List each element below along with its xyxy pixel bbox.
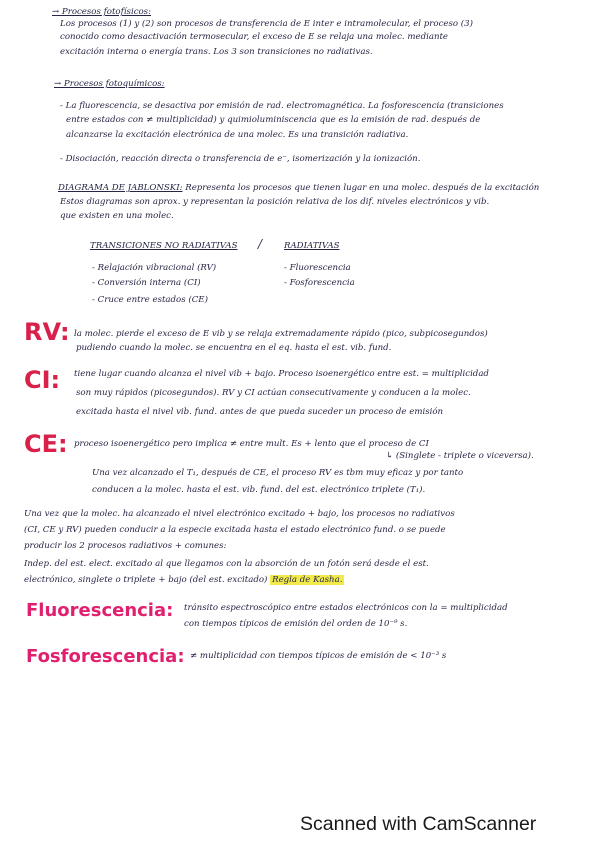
text-line: tránsito espectroscópico entre estados electrónicos con la = multiplicidad	[184, 603, 508, 613]
text-line: ≠ multiplicidad con tiempos típicos de emisión de < 10⁻³ s	[190, 651, 447, 661]
kasha-line	[24, 574, 344, 586]
text-line: pudiendo cuando la molec. se encuentra en el eq. hasta el est. vib. fund.	[76, 343, 392, 353]
term-phosphorescence: Fosforescencia:	[26, 646, 185, 667]
text-line: proceso isoenergético pero implica ≠ entre mult. Es + lento que el proceso de CI	[74, 439, 429, 449]
radiative-item: - Fluorescencia	[284, 263, 351, 273]
text-line: que existen en una molec.	[60, 211, 174, 221]
text-line: excitada hasta el nivel vib. fund. antes de que pueda suceder un proceso de emisión	[76, 407, 444, 417]
radiative-item: - Fosforescencia	[284, 278, 355, 288]
text-line: con tiempos típicos de emisión del orden de 10⁻⁹ s.	[184, 619, 408, 629]
term-ce: CE:	[24, 430, 68, 458]
text-line: Indep. del est. elect. excitado al que llegamos con la absorción de un fotón será desde el est.	[24, 559, 429, 569]
non-radiative-item: - Conversión interna (CI)	[92, 278, 201, 288]
text-line: Estos diagramas son aprox. y representan la posición relativa de los dif. niveles electrónicos y vib.	[60, 197, 490, 207]
text-line: tiene lugar cuando alcanza el nivel vib + bajo. Proceso isoenergético entre est. = multiplicidad	[74, 369, 489, 379]
jablonski-label	[58, 182, 539, 194]
divider-slash: /	[258, 237, 263, 251]
term-ci: CI:	[24, 366, 61, 394]
text-line: - Disociación, reacción directa o transferencia de e⁻, isomerización y la ionización.	[60, 154, 421, 164]
section-heading-photochemical: → Procesos fotoquímicos:	[54, 79, 165, 89]
non-radiative-heading: TRANSICIONES NO RADIATIVAS	[90, 241, 238, 251]
text-line: excitación interna o energía trans. Los 3 son transiciones no radiativas.	[60, 47, 373, 57]
term-rv: RV:	[24, 318, 70, 346]
text-line: conducen a la molec. hasta el est. vib. fund. del est. electrónico triplete (T₁).	[92, 485, 426, 495]
text-line: conocido como desactivación termosecular, el exceso de E se relaja una molec. mediante	[60, 32, 449, 42]
text-line: ↳ (Singlete - triplete o viceversa).	[386, 451, 534, 461]
text-line: son muy rápidos (picosegundos). RV y CI actúan consecutivamente y conducen a la molec.	[76, 388, 471, 398]
term-fluorescence: Fluorescencia:	[26, 600, 174, 621]
text-line: electrónico, singlete o triplete + bajo (del est. excitado)	[24, 575, 268, 585]
text-line: Representa los procesos que tienen lugar en una molec. después de la excitación	[185, 183, 540, 193]
text-line: entre estados con ≠ multiplicidad) y quimioluminiscencia que es la emisión de rad. después de	[66, 115, 481, 125]
scanner-watermark: Scanned with CamScanner	[300, 813, 537, 835]
text-line: Una vez alcanzado el T₁, después de CE, el proceso RV es tbm muy eficaz y por tanto	[92, 468, 464, 478]
non-radiative-item: - Relajación vibracional (RV)	[92, 263, 217, 273]
text-line: Una vez que la molec. ha alcanzado el nivel electrónico excitado + bajo, los procesos no radiativos	[24, 509, 455, 519]
text-line: alcanzarse la excitación electrónica de una molec. Es una transición radiativa.	[66, 130, 409, 140]
non-radiative-item: - Cruce entre estados (CE)	[92, 295, 208, 305]
text-line: - La fluorescencia, se desactiva por emisión de rad. electromagnética. La fosforescencia (transiciones	[60, 101, 504, 111]
radiative-heading: RADIATIVAS	[284, 241, 340, 251]
section-heading-photophysical: → Procesos fotofísicos:	[52, 7, 151, 17]
text-line: producir los 2 procesos radiativos + comunes:	[24, 541, 227, 551]
text-line: la molec. pierde el exceso de E vib y se relaja extremadamente rápido (pico, subpicosegundos)	[74, 329, 488, 339]
text-line: Los procesos (1) y (2) son procesos de transferencia de E inter e intramolecular, el proceso (3)	[60, 19, 473, 29]
kasha-rule-highlight: Regla de Kasha.	[272, 575, 343, 585]
text-line: (CI, CE y RV) pueden conducir a la especie excitada hasta el estado electrónico fund. o se puede	[24, 525, 446, 535]
jablonski-heading: DIAGRAMA DE JABLONSKI:	[58, 183, 183, 193]
